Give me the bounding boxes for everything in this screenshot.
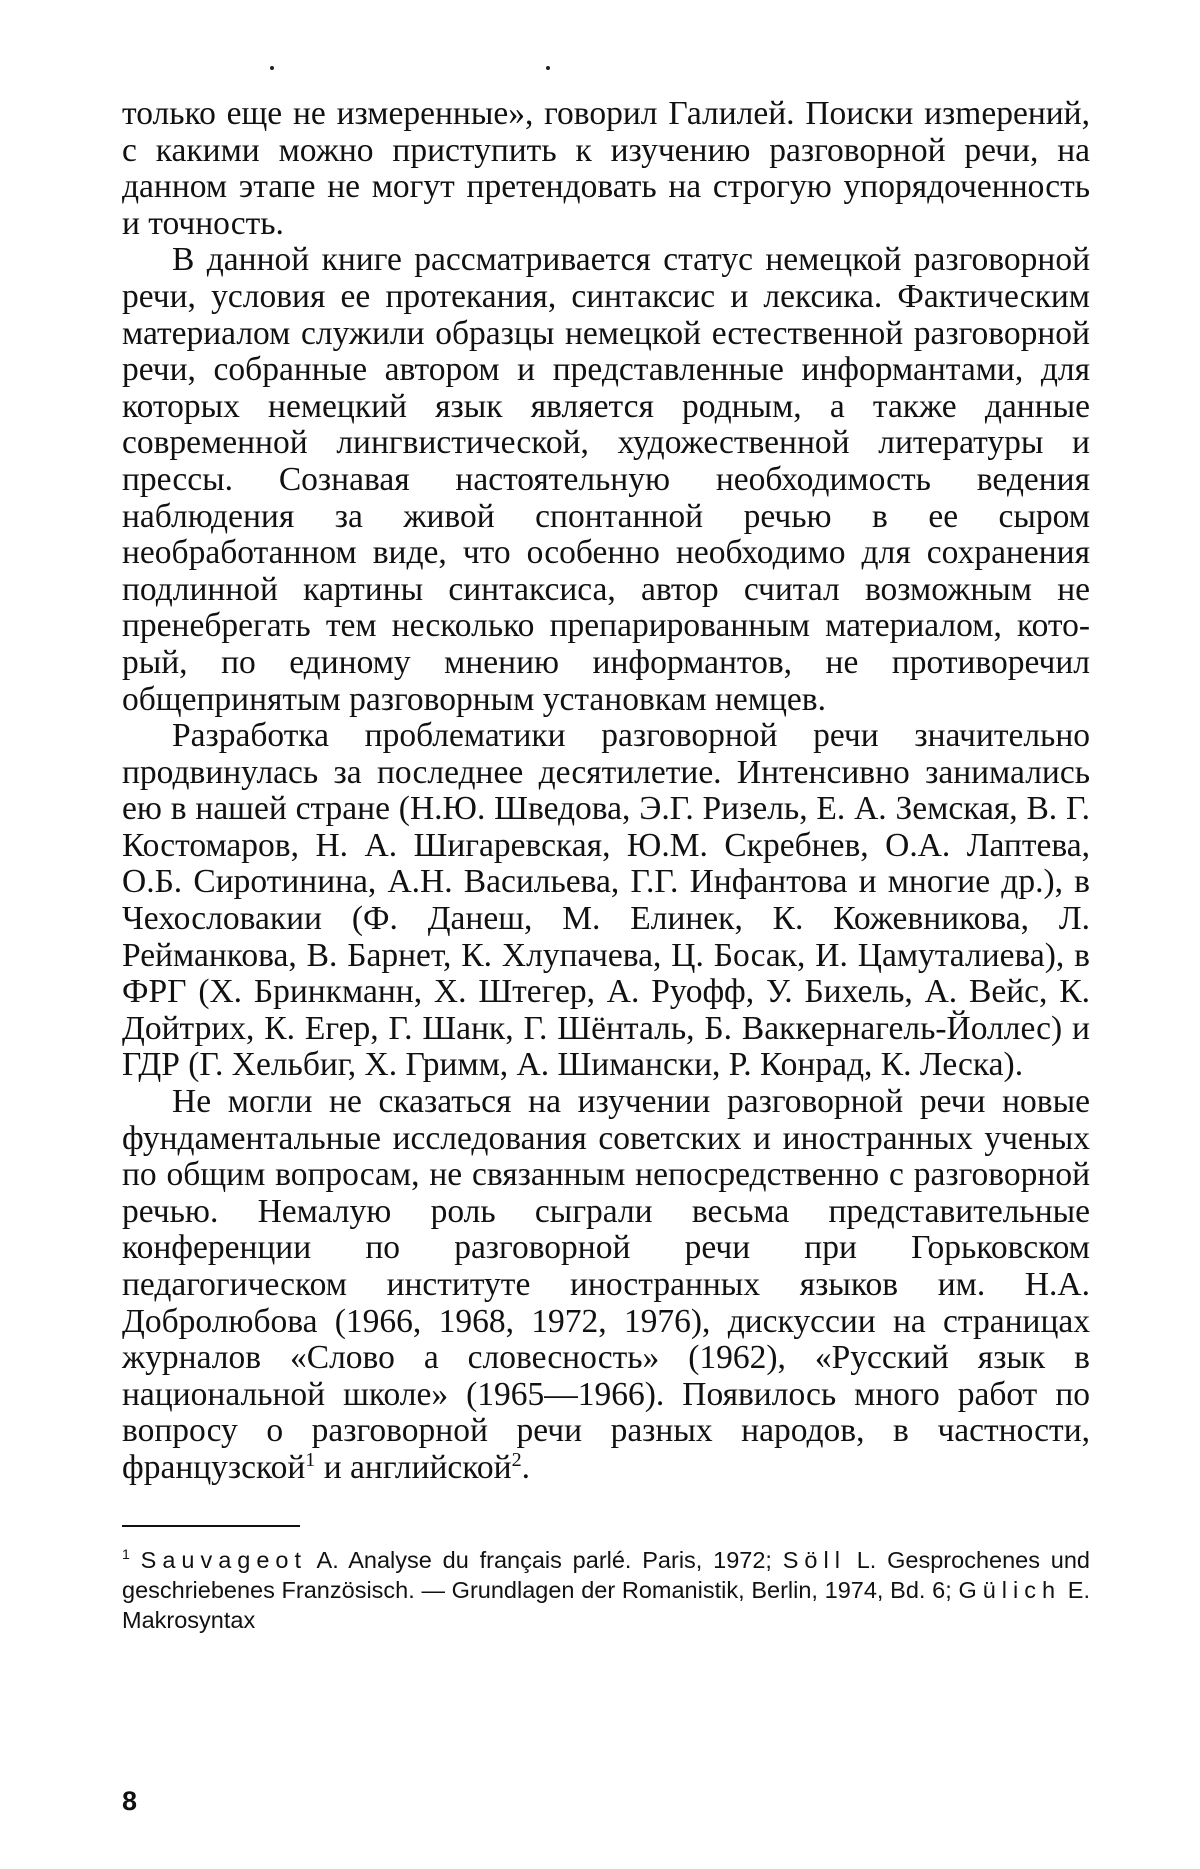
paragraph-4-end: . xyxy=(521,1448,530,1486)
footnote-author-3: Gülich xyxy=(958,1576,1062,1603)
footnote-ref-1[interactable]: 1 xyxy=(305,1448,316,1471)
scan-speck xyxy=(270,66,274,70)
footnote-divider xyxy=(122,1525,300,1527)
paragraph-4-text: Не могли не сказаться на изучении разговорной речи новые фундаментальные исследования советских и иностранных ученых по общим вопросам, не связанным непосредственно с разговорной речью. Немалую роль сыграли весьма представительные конференции по разговорной речи при Горьковском педагогическом институте иностранных языков им. Н.А. Добролюбова (1966, 1968, 1972, 1976), дискуссии на страницах журналов «Слово а словесность» (1962), «Русский язык в национальной школе» (1965—1966). Появилось много работ по вопросу о разговорной речи разных народов, в частности, французской xyxy=(122,1083,1090,1486)
paragraph-1: только еще не измеренные», говорил Галилей. Поиски изmерений, с какими можно приступить к изучению разговорной речи, на данном этапе не могут претендовать на строгую упорядоченность и точность. xyxy=(122,95,1090,242)
paragraph-3: Разработка проблематики разговорной речи значительно продвинулась за последнее десятилетие. Интенсивно занимались ею в нашей стране (Н.Ю. Шведова, Э.Г. Ризель, Е. А. Земская, В. Г. Костомаров, Н. А. Шигаревская, Ю.М. Скребнев, О.А. Лаптева, О.Б. Сиротинина, А.Н. Васильева, Г.Г. Инфантова и многие др.), в Чехословакии (Ф. Данеш, М. Елинек, К. Кожевникова, Л. Рейманкова, В. Барнет, К. Хлупачева, Ц. Босак, И. Цамуталиева), в ФРГ (Х. Бринкманн, Х. Штегер, А. Руофф, У. Бихель, А. Вейс, К. Дойтрих, К. Егер, Г. Шанк, Г. Шёнталь, Б. Ваккернагель-Йоллес) и ГДР (Г. Хельбиг, Х. Гримм, А. Шимански, Р. Конрад, К. Леска). xyxy=(122,717,1090,1084)
footnote-text-3: E. Makrosyntax xyxy=(122,1576,1090,1633)
footnote-text-1: A. Analyse du français parlé. Paris, 1972; xyxy=(307,1546,783,1573)
footnote-1 xyxy=(122,1545,1090,1635)
paragraph-4 xyxy=(122,1084,1090,1487)
footnote-marker: 1 xyxy=(122,1545,130,1562)
page-body xyxy=(122,96,1090,1635)
page-number: 8 xyxy=(122,1786,138,1816)
paragraph-4-tail: и английской xyxy=(315,1448,512,1486)
scan-speck xyxy=(546,66,550,70)
scan-specks xyxy=(0,66,1200,72)
footnote-text-2: L. Gesprochenes und geschriebenes Französisch. — Grundlagen der Romanistik, Berlin, 1974, Bd. 6; xyxy=(122,1546,1090,1603)
footnote-ref-2[interactable]: 2 xyxy=(511,1448,522,1471)
footnote-author-2: Söll xyxy=(782,1546,846,1573)
footnote-author-1: Sauvageot xyxy=(140,1546,308,1573)
paragraph-2: В данной книге рассматривается статус немецкой разговорной речи, условия ее протекания, синтаксис и лексика. Фактическим материалом служили образцы немецкой естественной разговорной речи, собранные автором и представленные информантами, для которых немецкий язык является родным, а также данные современной лингвистической, художественной литературы и прессы. Сознавая настоятельную необходимость ведения наблюдения за живой спонтанной речью в ее сыром необработанном виде, что особенно необходимо для сохранения подлинной картины синтаксиса, автор считал возможным не пренебрегать тем несколько препарированным материалом, который, по единому мнению информантов, не противоречил общепринятым разговорным установкам немцев. xyxy=(122,241,1090,718)
